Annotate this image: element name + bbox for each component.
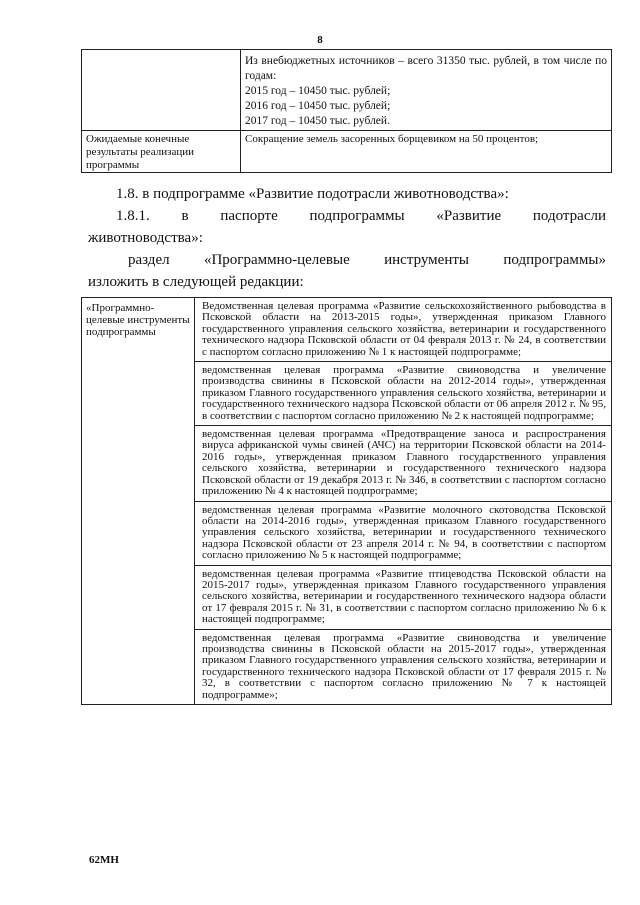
results-label: Ожидаемые конечные результаты реализации программы bbox=[82, 131, 241, 173]
table-cell-label bbox=[82, 50, 241, 131]
financing-table bbox=[81, 49, 612, 173]
financing-cell bbox=[241, 50, 612, 131]
year-line-2017: 2017 год – 10450 тыс. рублей. bbox=[245, 115, 390, 127]
program-item: ведомственная целевая программа «Развитие птицеводства Псковской области на 2015-2017 годы», утвержденная приказом Главного государственного управления сельского хозяйства, ветеринарии и государственного технического надзора области от 17 февраля 2015 г. № 31, в соответствии с паспортом согласно приложению № 6 к настоящей подпрограмме; bbox=[195, 566, 611, 630]
program-item: ведомственная целевая программа «Развитие молочного скотоводства Псковской области на 2014-2016 годы», утвержденная приказом Главного государственного управления сельского хозяйства, ветеринарии и государственного технического надзора Псковской области от 23 апреля 2014 г. № 94, в соответствии с паспортом согласно приложению № 5 к настоящей подпрограмме; bbox=[195, 502, 611, 566]
paragraph-1-8-1: 1.8.1. в паспорте подпрограммы «Развитие подотрасли bbox=[116, 208, 606, 224]
programs-list bbox=[195, 298, 612, 705]
program-item: ведомственная целевая программа «Предотвращение заноса и распространения вируса африканской чумы свиней (АЧС) на территории Псковской области на 2014-2016 годы», утвержденная приказом Главного государственного управления сельского хозяйства, ветеринарии и государственного технического надзора Псковской области от 19 декабря 2013 г. № 346, в соответствии с паспортом согласно приложению № 4 к настоящей подпрограмме; bbox=[195, 426, 611, 501]
program-item: ведомственная целевая программа «Развитие свиноводства и увеличение производства свинины в Псковской области на 2015-2017 годы», утвержденная приказом Главного государственного управления сельского хозяйства, ветеринарии и государственного технического надзора Псковской области от 17 февраля 2015 г. № 32, в соответствии с паспортом согласно приложению № 7 к настоящей подпрограмме»; bbox=[202, 631, 606, 701]
paragraph-izlozhit: изложить в следующей редакции: bbox=[88, 274, 304, 290]
document-code: 62МН bbox=[89, 854, 119, 866]
page-number: 8 bbox=[317, 34, 323, 46]
table-row bbox=[82, 50, 612, 131]
paragraph-1-8-1-continuation: животноводства»: bbox=[88, 230, 203, 246]
program-item: ведомственная целевая программа «Развитие свиноводства и увеличение производства свинины в Псковской области на 2012-2014 годы», утвержденная приказом Главного государственного управления сельского хозяйства, ветеринарии и государственного технического надзора Псковской области от 06 апреля 2012 г. № 95, в соответствии с паспортом согласно приложению № 2 к настоящей подпрограмме; bbox=[195, 362, 611, 426]
financing-text: Из внебюджетных источников – всего 31350 тыс. рублей, в том числе по годам: bbox=[245, 55, 607, 82]
paragraph-1-8: 1.8. в подпрограмме «Развитие подотрасли животноводства»: bbox=[116, 186, 509, 202]
table-row bbox=[82, 131, 612, 173]
year-line-2015: 2015 год – 10450 тыс. рублей; bbox=[245, 85, 391, 97]
results-text: Сокращение земель засоренных борщевиком на 50 процентов; bbox=[241, 131, 612, 173]
programs-table bbox=[81, 297, 612, 705]
table-row bbox=[82, 298, 612, 705]
program-item: Ведомственная целевая программа «Развитие сельскохозяйственного рыбоводства в Псковской области на 2013-2015 годы», утвержденная приказом Главного государственного управления сельского хозяйства, ветеринарии и государственного технического надзора Псковской области от 04 февраля 2013 г. № 24, в соответствии с паспортом согласно приложению № 1 к настоящей подпрограмме; bbox=[195, 298, 611, 362]
programs-label: «Программно-целевые инструменты подпрограммы bbox=[82, 298, 195, 705]
paragraph-razdel: раздел «Программно-целевые инструменты подпрограммы» bbox=[128, 252, 606, 268]
year-line-2016: 2016 год – 10450 тыс. рублей; bbox=[245, 100, 391, 112]
